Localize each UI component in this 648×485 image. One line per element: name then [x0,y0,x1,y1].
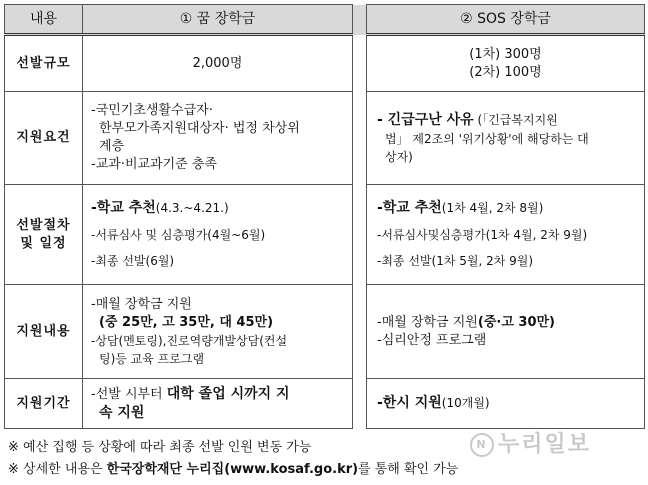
row-support-period [5,379,645,429]
sos-eligibility-reason: - 긴급구난 사유 [377,111,474,128]
dream-period-cell [83,379,353,429]
column-gap [353,379,367,429]
dream-content-line4: 팅)등 교육 프로그램 [99,351,205,366]
sos-content-amount: (중·고 30만) [477,314,555,330]
header-dream-scholarship: ① 꿈 장학금 [83,5,353,35]
footnotes [8,437,458,481]
dream-procedure-review: -서류심사 및 심층평가(4월~6월) [91,228,266,242]
sos-eligibility-law: (「긴급복지지원 [473,112,558,127]
sos-procedure-school-date: (1차 4월, 2차 8월) [441,201,544,215]
column-gap [353,5,367,35]
watermark [470,427,591,458]
dream-procedure-final: -최종 선발(6월) [91,254,175,268]
dream-procedure-cell [83,185,353,285]
header-sos-scholarship: ② SOS 장학금 [367,5,645,35]
sos-content-program: -심리안정 프로그램 [377,332,487,348]
column-gap [353,35,367,92]
column-gap [353,285,367,379]
sos-procedure-final: -최종 선발(1차 5월, 2차 9월) [377,254,534,268]
header-content-label: 내용 [5,5,83,35]
dream-period-pre: -선발 시부터 [91,387,167,402]
label-support-content: 지원내용 [5,285,83,379]
dream-eligibility-line4: -교과·비교과기준 충족 [91,157,217,172]
dream-content-amounts: (중 25만, 고 35만, 대 45만) [99,314,274,330]
dream-content-line3: -상담(멘토링),진로역량개발상담(컨설 [91,333,288,348]
sos-period-months: (10개월) [441,396,490,410]
column-gap [353,92,367,185]
sos-scale-second: (2차) 100명 [469,64,542,80]
dream-eligibility-line2: 한부모가족지원대상자· 법정 차상위 [99,121,300,136]
watermark-logo-icon: N [470,433,494,457]
label-procedure [5,185,83,285]
label-selection-scale: 선발규모 [5,35,83,92]
sos-scale-first: (1차) 300명 [469,46,542,62]
footnote-budget: ※ 예산 집행 등 상황에 따라 최종 선발 인원 변동 가능 [8,440,312,455]
footnote-details-pre: ※ 상세한 내용은 [8,462,107,477]
sos-eligibility-line2: 법」 제2조의 '위기상황'에 해당하는 대 [385,131,589,146]
dream-period-bold: 대학 졸업 시까지 지 [166,386,290,402]
sos-eligibility-line3: 상자) [385,149,413,164]
footnote-details [8,459,458,481]
label-eligibility: 지원요건 [5,92,83,185]
sos-procedure-cell [367,185,645,285]
row-eligibility [5,92,645,185]
dream-procedure-school-date: (4.3.~4.21.) [155,201,229,215]
row-procedure [5,185,645,285]
sos-eligibility-cell [367,92,645,185]
footnote-details-post: 를 통해 확인 가능 [358,462,459,477]
dream-procedure-school: -학교 추천 [91,200,156,216]
sos-content-cell [367,285,645,379]
sos-procedure-school: -학교 추천 [377,200,442,216]
dream-eligibility-cell [83,92,353,185]
scholarship-table [4,4,645,429]
row-support-content [5,285,645,379]
label-procedure-line2: 및 일정 [20,235,67,251]
label-procedure-line1: 선발절차 [16,217,71,233]
table-header-row [5,5,645,35]
dream-period-bold2: 속 지원 [99,405,145,421]
dream-eligibility-line1: -국민기초생활수급자· [91,103,213,118]
footnote-kosaf-link: 한국장학재단 누리집(www.kosaf.go.kr) [106,462,359,477]
sos-procedure-review: -서류심사및심층평가(1차 4월, 2차 9월) [377,228,588,242]
dream-content-line1: -매월 장학금 지원 [91,296,192,312]
dream-scale-value: 2,000명 [83,35,353,92]
dream-content-cell [83,285,353,379]
sos-period-bold: -한시 지원 [377,395,442,411]
column-gap [353,185,367,285]
row-selection-scale [5,35,645,92]
sos-scale-cell [367,35,645,92]
sos-content-monthly: -매월 장학금 지원 [377,314,478,330]
watermark-text: 누리일보 [498,432,592,457]
dream-eligibility-line3: 계층 [99,139,125,154]
label-support-period: 지원기간 [5,379,83,429]
sos-period-cell [367,379,645,429]
